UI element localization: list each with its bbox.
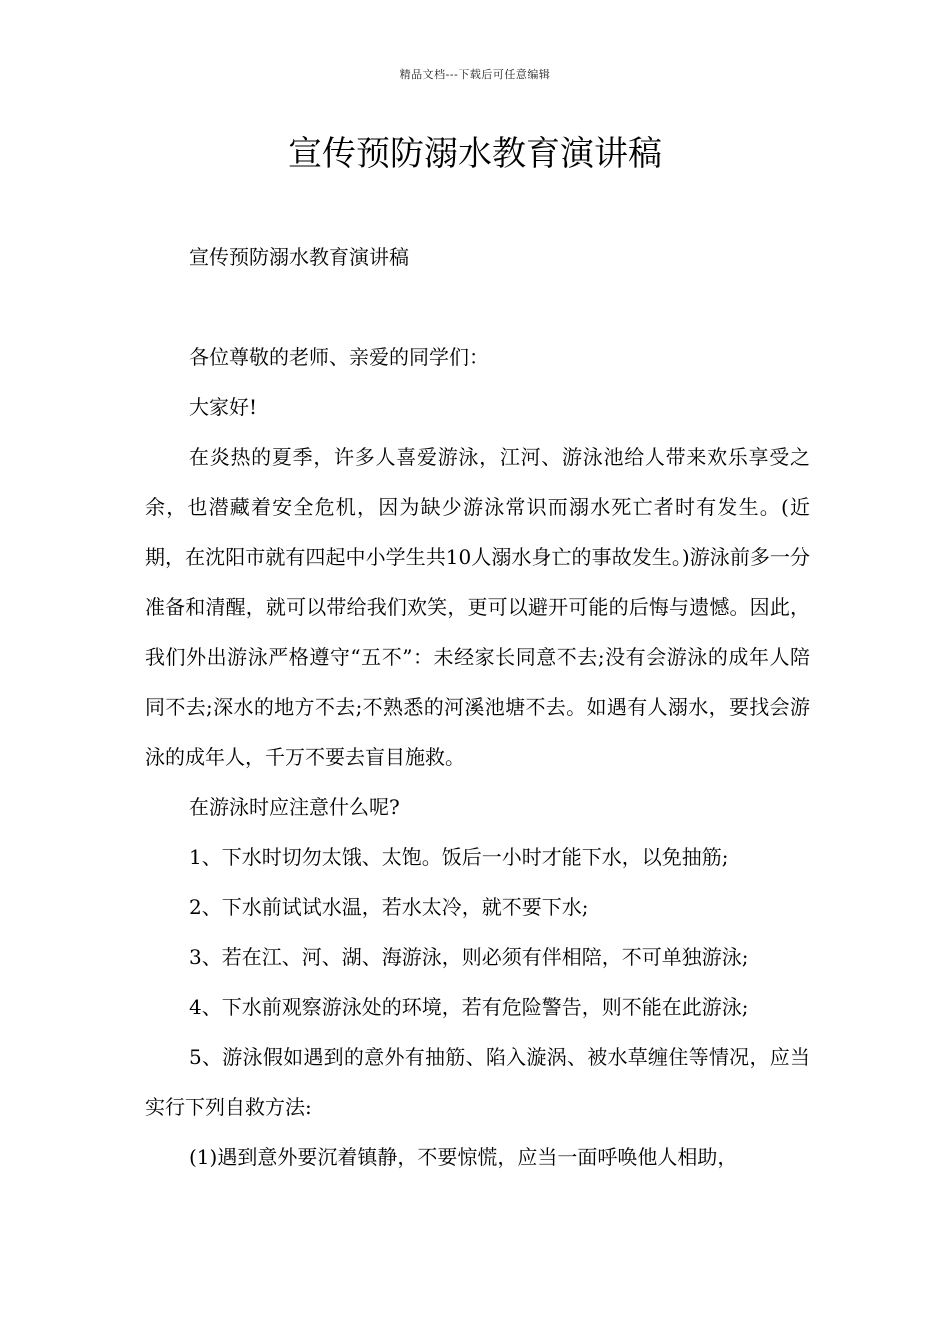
document-title: 宣传预防溺水教育演讲稿 <box>288 134 662 174</box>
list-item-1: 1、下水时切勿太饿、太饱。饭后一小时才能下水，以免抽筋; <box>189 845 729 869</box>
list-item-2: 2、下水前试试水温，若水太冷，就不要下水; <box>189 895 589 919</box>
list-item-4: 4、下水前观察游泳处的环境，若有危险警告，则不能在此游泳; <box>189 995 749 1019</box>
list-item-5: 5、游泳假如遇到的意外有抽筋、陷入漩涡、被水草缠住等情况，应当实行下列自救方法: <box>145 1045 810 1119</box>
sub-item-1: (1)遇到意外要沉着镇静，不要惊慌，应当一面呼唤他人相助， <box>189 1145 738 1169</box>
question-paragraph: 在游泳时应注意什么呢? <box>189 795 400 819</box>
list-item-3: 3、若在江、河、湖、海游泳，则必须有伴相陪，不可单独游泳; <box>189 945 749 969</box>
salutation-paragraph: 大家好! <box>189 395 258 419</box>
intro-paragraph: 在炎热的夏季，许多人喜爱游泳，江河、游泳池给人带来欢乐享受之余，也潜藏着安全危机，因为缺少游泳常识而溺水死亡者时有发生。(近期，在沈阳市就有四起中小学生共10人溺水身亡的事故发生。)游泳前多一分准备和清醒，就可以带给我们欢笑，更可以避开可能的后悔与遗憾。因此，我们外出游泳严格遵守“五不”：未经家长同意不去;没有会游泳的成年人陪同不去;深水的地方不去;不熟悉的河溪池塘不去。如遇有人溺水，要找会游泳的成年人，千万不要去盲目施救。 <box>145 445 810 769</box>
subtitle-paragraph: 宣传预防溺水教育演讲稿 <box>189 245 409 269</box>
header-note: 精品文档---下载后可任意编辑 <box>399 68 551 81</box>
document-body <box>145 232 810 1182</box>
greeting-paragraph: 各位尊敬的老师、亲爱的同学们： <box>189 345 489 369</box>
